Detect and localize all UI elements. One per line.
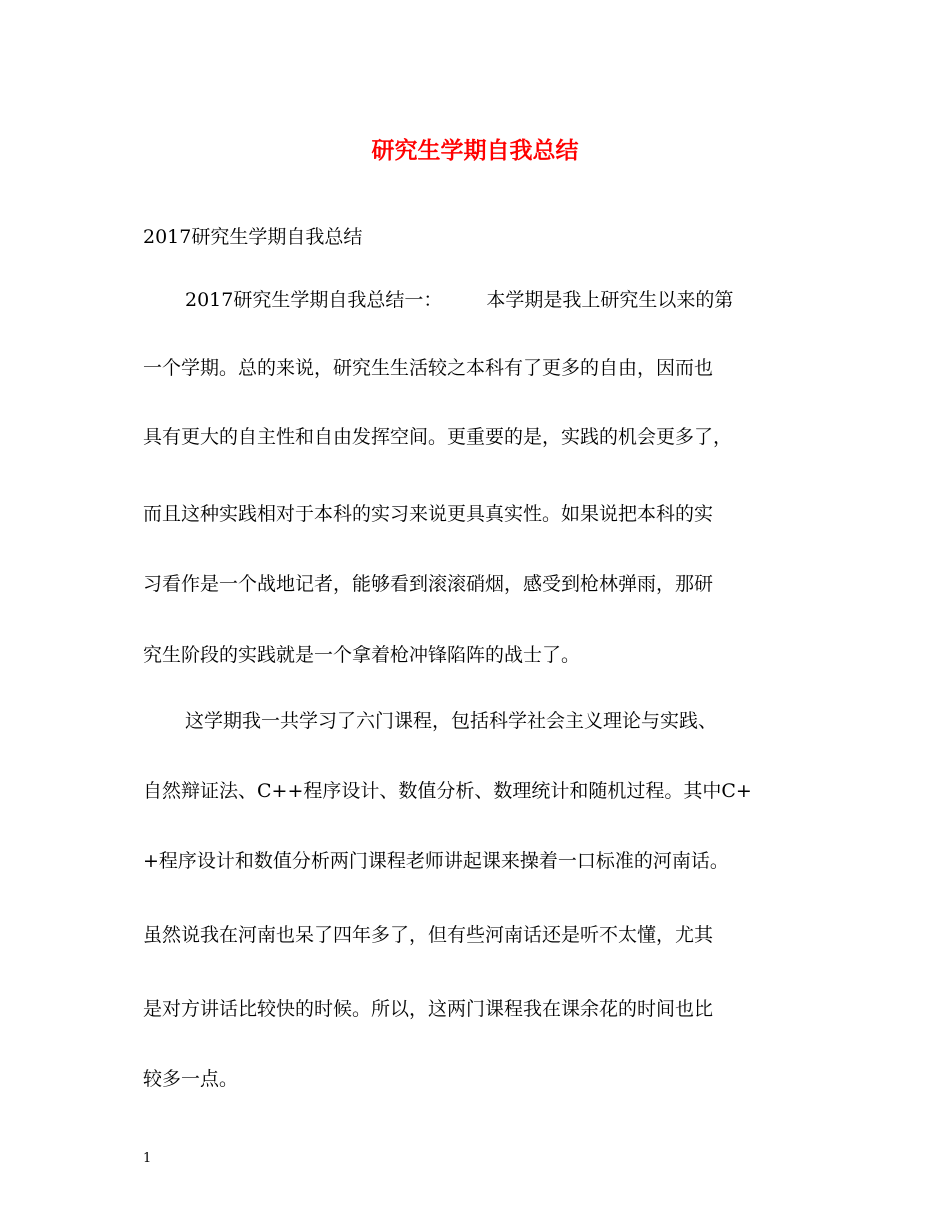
paragraph2-line-1: 这学期我一共学习了六门课程，包括科学社会主义理论与实践、 (185, 710, 718, 732)
page-title: 研究生学期自我总结 (371, 137, 579, 164)
paragraph1-line-4: 而且这种实践相对于本科的实习来说更具真实性。如果说把本科的实 (143, 503, 714, 525)
paragraph2-line-5: 是对方讲话比较快的时候。所以，这两门课程我在课余花的时间也比 (143, 998, 714, 1020)
paragraph2-line-6: 较多一点。 (143, 1068, 239, 1090)
paragraph1-line-2: 一个学期。总的来说，研究生生活较之本科有了更多的自由，因而也 (143, 357, 714, 379)
page-number: 1 (143, 1151, 152, 1166)
paragraph1-line-5: 习看作是一个战地记者，能够看到滚滚硝烟，感受到枪林弹雨，那研 (143, 573, 714, 595)
paragraph1-line-1-text: 本学期是我上研究生以来的第 (486, 289, 734, 311)
paragraph2-line-3: +程序设计和数值分析两门课程老师讲起课来操着一口标准的河南话。 (143, 850, 729, 872)
paragraph2-line-4: 虽然说我在河南也呆了四年多了，但有些河南话还是听不太懂，尤其 (143, 924, 714, 946)
paragraph2-line-2: 自然辩证法、C++程序设计、数值分析、数理统计和随机过程。其中C+ (143, 780, 752, 802)
paragraph1-line-3: 具有更大的自主性和自由发挥空间。更重要的是，实践的机会更多了， (143, 426, 733, 448)
document-subtitle: 2017研究生学期自我总结 (143, 226, 363, 248)
paragraph1-lead: 2017研究生学期自我总结一： (185, 289, 443, 311)
paragraph1-line-1 (185, 285, 733, 315)
paragraph1-line-6: 究生阶段的实践就是一个拿着枪冲锋陷阵的战士了。 (143, 644, 581, 666)
